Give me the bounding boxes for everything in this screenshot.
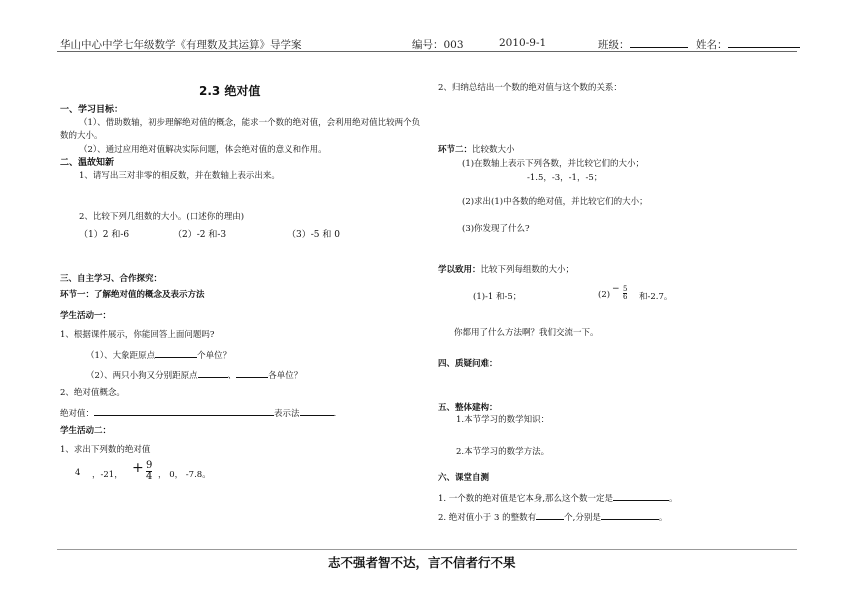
name-label: 姓名： [696,39,728,51]
elephant-distance [86,347,231,361]
apply-text: 比较下列每组数的大小； [480,265,575,275]
link-2-label: 环节二： [438,145,473,155]
elephant-distance-text: （1）、大象距原点 [86,351,156,361]
section-5-heading: 五、整体建构： [438,403,498,413]
self-test-question-1 [438,490,678,504]
activity-1-question-1: 1、根据课件展示，你能回答上面问题吗? [60,330,215,340]
abs-definition-blank[interactable] [94,405,274,416]
number-list-b: ， 0， -7.8。 [158,470,211,480]
dogs-distance-text: （2）、两只小狗又分别距原点 [86,371,198,381]
fraction-1-numerator: 9 [146,460,153,471]
elephant-distance-unit: 个单位？ [197,351,232,361]
apply-label: 学以致用： [438,265,481,275]
self-test-2-text: 2. 绝对值小于 3 的整数有 [438,513,537,523]
section-2-heading: 二、温故知新 [60,158,115,168]
discussion-prompt: 你都用了什么方法啊？我们交流一下。 [454,328,599,338]
compare-pair-2: （2）-2 和-3 [173,230,227,240]
goal-2: （2）、通过应用绝对值解决实际问题，体会绝对值的意义和作用。 [79,145,327,155]
footer-motto: 志不强者智不达，言不信者行不果 [328,555,516,570]
dogs-distance-unit: 各单位？ [268,371,303,381]
abs-definition-label: 绝对值： [60,409,95,419]
link-2-text: 比较数大小 [472,145,515,155]
activity-1-heading: 学生活动一： [60,311,112,321]
activity-2-heading: 学生活动二： [60,426,112,436]
link-2-question-2: (2)求出(1)中各数的绝对值，并比较它们的大小； [462,197,648,207]
section-4-heading: 四、质疑问难： [438,359,498,369]
review-question-2: 2、比较下列几组数的大小。(口述你的理由) [79,212,245,222]
class-label: 班级： [598,39,630,51]
link-2-question-1: (1)在数轴上表示下列各数，并比较它们的大小； [462,159,645,169]
fraction-1-denominator: 4 [146,471,153,482]
summary-knowledge: 1.本节学习的数学知识： [456,415,550,425]
header-name [696,37,800,52]
class-blank[interactable] [630,37,688,48]
name-blank[interactable] [728,37,800,48]
fraction-five-sixths [621,283,629,302]
summary-methods: 2.本节学习的数学方法。 [456,447,550,457]
link-2-question-3: (3)你发现了什么? [462,224,530,234]
self-test-2-list-blank[interactable] [601,509,659,520]
footer-rule [57,549,797,550]
self-test-2-count-blank[interactable] [536,509,564,520]
fraction-2-denominator: 6 [623,293,628,301]
number-list-a: ，-21， [92,470,123,480]
header-date: 2010-9-1 [499,37,547,49]
elephant-blank[interactable] [155,347,197,358]
header-number: 编号：003 [412,39,464,51]
number-4: 4 [75,468,81,478]
header-class [598,37,688,52]
abs-representation-blank[interactable] [300,405,334,416]
fraction-2-numerator: 5 [623,285,628,293]
dog-2-blank[interactable] [236,367,268,378]
self-test-1-text: 1. 一个数的绝对值是它本身,那么这个数一定是 [438,494,614,504]
apply-pair-2-prefix: (2) [598,290,611,300]
self-test-2-end: 。 [658,513,668,523]
activity-1-question-2: 2、绝对值概念。 [60,388,125,398]
compare-pair-3: （3）-5 和 0 [287,230,340,240]
abs-representation-label: 表示法 [274,409,300,419]
apply-pair-2-suffix: 和-2.7。 [639,292,673,302]
review-question-1: 1、请写出三对非零的相反数，并在数轴上表示出来。 [79,171,280,181]
goal-1-line1: （1）、借助数轴，初步理解绝对值的概念，能求一个数的绝对值，会利用绝对值比较两个负 [79,118,421,128]
section-1-heading: 一、学习目标： [60,105,124,115]
abs-definition: 绝对值： 表示法 . [60,405,336,419]
goal-1-line2: 数的大小。 [60,131,103,141]
minus-sign: − [612,284,620,294]
apply-pair-1: (1)-1 和-5； [473,292,522,302]
dogs-distance [86,367,302,381]
fraction-nine-fourths [144,461,154,482]
apply-heading [438,263,574,275]
header-rule [57,51,797,52]
lesson-title: 2.3 绝对值 [199,84,261,98]
compare-pair-1: （1）2 和-6 [79,230,130,240]
activity-2-question-1: 1、求出下列数的绝对值 [60,445,151,455]
self-test-2-mid: 个,分别是 [564,513,601,523]
self-test-question-2 [438,509,667,523]
header-title: 华山中心中学七年级数学《有理数及其运算》导学案 [60,39,302,51]
dogs-separator: 、 [227,371,237,381]
link-1-heading: 环节一：了解绝对值的概念及表示方法 [60,290,205,300]
dog-1-blank[interactable] [198,367,228,378]
summary-question: 2、归纳总结出一个数的绝对值与这个数的关系： [438,83,622,93]
self-test-1-blank[interactable] [613,490,669,501]
section-3-heading: 三、自主学习、合作探究： [60,274,163,284]
section-6-heading: 六、课堂自测 [438,473,490,483]
plus-sign: + [132,460,144,476]
self-test-1-end: 。 [669,494,678,504]
link-2-heading [438,143,515,155]
link-2-numbers: -1.5，-3，-1，-5； [527,173,603,183]
